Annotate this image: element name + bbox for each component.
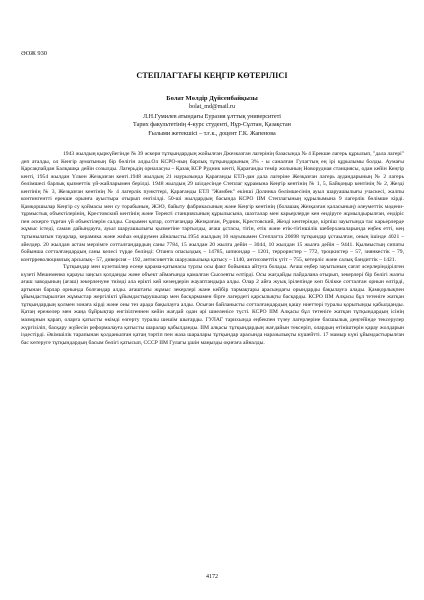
author-email: bolat_md@mail.ru: [188, 104, 236, 110]
author-course: Тарих факультетінің 4-курс студенті, Нұр-Сұлтан, Қазақстан: [133, 122, 291, 128]
page-number: 4172: [206, 574, 218, 580]
paper-title: СТЕПЛАГТАҒЫ КЕҢГІР КӨТЕРІЛІСІ: [136, 71, 288, 80]
udk-code: ӘОЖ 930: [21, 50, 47, 57]
body-paragraph: 1943 жылдың қыркүйегінде № 39 әскери тұтқындардың жойылған Джезказган лагерінің базасында № 4 Ерекше лагерь құрылып, "дала лагері" деп аталды, ол Кенгір ауматының бір бөлігін алды.Ол КСРО-ның барлық тұтқындарының 3% - ы саналған Гулагтың ең ірі құрылымы болды. Аумағы Қарсақпайдан Балқашқа дейін созылды. Лагерьдің орналасуы – Қазақ КСР Рудник кенті, Қарағанды темір жолының Новорудная станциясы, одан кейін Кеңгір кенті, 1954 жылдан Үлкен Жезқазған кенті.1948 жылдың 21 наурызында Қарағанды ЕТЛ-дан дала лагеріне Жезқазған лагерь аудандарының № 2 лагерь бөлімшесі барлық қызметтік үй-жайларымен берілді. 1948 жылдың 29 шілдесінде Степлаг құрамына Кеңгір кентінің № 1, 5, Байқоңыр кентінің № 2, Жезді кентінің № 3, Жезқазған кентінің № 4 лагерлік пункттері, Қарағанды ЕТЛ "Жәмбек" екінші Долинка бөлімшесінің ауыл шаруашылығы учаскесі, жалпы контингентті ерекше орынға ауыстыра отырып енгізілді. 50-ші жылдардың басында КСРО ІІМ Степлагының құрылымына 9 лагерлік бөлімше кірді. Қамқоршылар Кеңгір су қоймасы мен су торабының, ЖЭО, байыту фабрикасының және Кеңгір кентінің (болашақ Жезқазған қаласының) әлеуметтік мәдени-тұрмыстық объектілерінің, Крестовский кентінің және Теректі станциясының құрылысына, шахталар мен карьерлерде кен өндіруге жұмылдырылған, ендіріс пен әскерге тұрған үй объектілерін салды. Соқымен қатар, соттағандар Жезқазған, Рудник, Крестовский, Жезді кентерінде, кірпіш зауытында тас карьерлерде жұмыс істеді, саман дайындауға, ауыл шаруашылығы қызметіне тартылды, ағаш ұстасы, тігін, етік және етік-тігіншілік шеберханаларында еңбек етті, кең тұтынылатын тауарлар, керамика және жиһаз өндірумен айналысты.1954 жылдың 10 науызымен Степлагта 20698 тұтқындар ұстаылған, оның ішінде 4021 – әйелдер. 20 жылдан астам мерзімге сотталғандардың саны 7784, 15 жылдан 20 жылға дейін – 3044, 10 жылдан 15 жылға дейін – 9441. Қылмыстың сипаты бойынша сотталғандардың саны келесі түрде бөлінді: Отанға опасыздық – 14785, шпиондар – 1201, террористер – 772, троцкистер – 57, зиянкестік – 79, контрреволюциялық арсылық– 57, диверсия – 192, антисоветтік шаруашылықа қатысу – 1140, антисоветтік үгіт – 755, кетерліс және салық бандиттік – 1421.: [21, 151, 404, 263]
article-body: [21, 151, 404, 347]
author-name: Болат Мөлдір Дүйсенбайқызы: [166, 95, 258, 102]
supervisor-line: Ғылыми жетекшісі – т.ғ.к., доцент Г.К. Жапенова: [148, 131, 276, 137]
author-affiliation: Л.Н.Гумилев атындағы Еуразия ұлттық университеті: [143, 114, 281, 120]
body-paragraph: Тұтқындар мен күзетшілер есеңе қарама-қатынасы турлы осы факт бойынша айтуға болады. Ағаш еңбер зауытының сағат әсерлеріндірілген күзеті Мешеменко қарауы заңсыз қолданды және объект аймағында қамалған Сысоевты өлтірді. Осы жағдайды пайдалана отырып, зекерлері бір бөлігі жазғы ағаш заводының (ағаш) зекерленуне тиімді ала ерікті кей кезеңдерін жауаптандыра алды. Олар 2 айға жуық ірілепінде көп білікке сотталған орнын өлтірді, артынан барлар орнында болғандар алды. ағаштағы жұмыс зекерлері жане кейбір тармақтары арасындағы орындарды бақылауға алады. Қамқорлықпен ұйымдастырылған жұмыстар жергілікті ұйымдастырушылар мен басқармамен бірге лагердегі қарсылықты басқарды. КСРО ІІМ Алқасы бұл тетеніге жатқан тұтқындардың қолмен зонаға кірді және оны тез арада бақылауға алды. Осыған байланысты сотталғандардың қашу ниеттері туралы қорытынды қабылданды. Қатаң ережелер мен жаңа бұйрықтар енгізілгеннен кейін жағдай одан әрі шиеленісе түсті. КСРО ІІМ Алқасы бұл тетеніге жатқан тұтқындардың ісінің мазмұнын қарап, оларға қатысты өкімді өзгерту туралы шешім шығарды. ГУЛАГ тарихында еңбекпен түзеу лагерлеріне басшылық деңгейінде тексерулер жүргізіліп, басқару жүйесін реформалауға қатысты шаралар қабылданды. ІІМ алқасы тұтқындардың жағдайын тексеріп, олардың өтініштерін қарау жолдарын іздестірді. Әкімшілік тарапынан қолданылған қатаң тәртіп пен жаза шаралары тұтқындар арасында наразылықты күшейтті. 17 мамыр күні ұйымдастырылған бас көтеруге тұтқындардың басым бөлігі қатысып, СССР ІІМ Гулагы ұшін маңызды оқиғаға айналды.: [21, 264, 404, 346]
